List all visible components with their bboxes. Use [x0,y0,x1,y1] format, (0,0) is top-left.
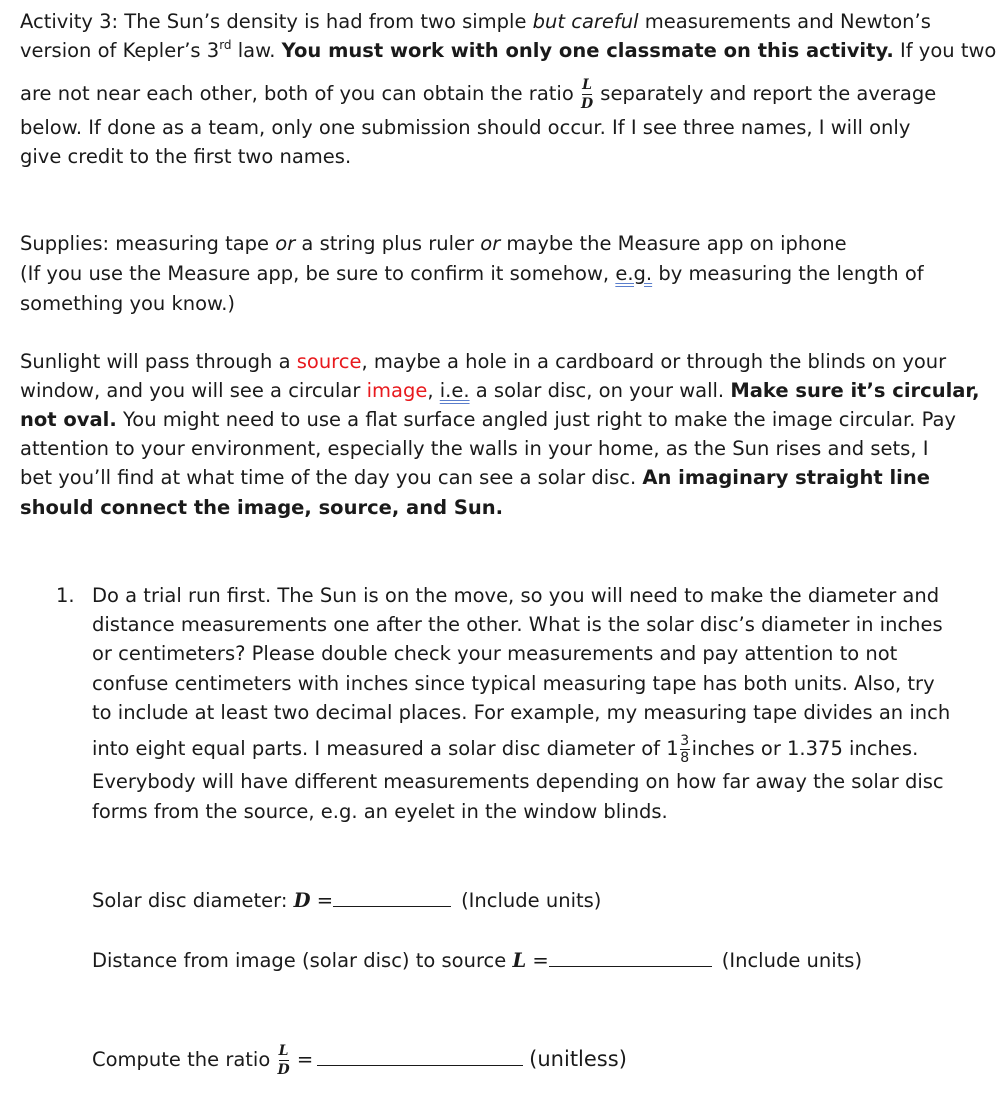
intro-line-3: are not near each other, both of you can obtain the ratio $\frac{L}{D}$ separately and report the average [20,77,937,112]
question-line-5: to include at least two decimal places. For example, my measuring tape divides an inch [92,701,951,724]
question-line-4: confuse centimeters with inches since typical measuring tape has both units. Also, try [92,672,935,695]
distance-field: Distance from image (solar disc) to source L = (Include units) [92,949,863,972]
sunlight-line-5: bet you’ll find at what time of the day you can see a solar disc. An imaginary straight line [20,466,930,489]
sunlight-line-1: Sunlight will pass through a source, maybe a hole in a cardboard or through the blinds on your [20,350,947,373]
diameter-blank[interactable] [333,888,451,907]
intro-line-5: give credit to the first two names. [20,145,352,168]
question-number: 1. [56,584,75,607]
ratio-field: Compute the ratio $\frac{L}{D}$ = (unitless) [92,1043,627,1078]
question-line-8: forms from the source, e.g. an eyelet in the window blinds. [92,800,668,823]
sunlight-line-4: attention to your environment, especially the walls in your home, as the Sun rises and sets, I [20,437,929,460]
supplies-line-1: Supplies: measuring tape or a string plus ruler or maybe the Measure app on iphone [20,232,847,255]
question-line-7: Everybody will have different measurements depending on how far away the solar disc [92,770,944,793]
intro-line-1: Activity 3: The Sun’s density is had from two simple but careful measurements and Newton’s [20,10,931,33]
mixed-fraction: $\frac{3}{8}$ [680,733,690,766]
sunlight-line-2: window, and you will see a circular image, i.e. a solar disc, on your wall. Make sure it’s circular, [20,379,980,402]
ratio-blank[interactable] [317,1047,523,1066]
diameter-field: Solar disc diameter: D = (Include units) [92,889,602,912]
distance-blank[interactable] [549,948,712,967]
ratio-fraction-2: $\frac{L}{D}$ [277,1043,290,1078]
sunlight-line-6: should connect the image, source, and Sun. [20,496,504,519]
question-line-3: or centimeters? Please double check your measurements and pay attention to not [92,642,898,665]
intro-line-2: version of Kepler’s 3rd law. You must work with only one classmate on this activity. If you two [20,38,996,62]
supplies-line-2: (If you use the Measure app, be sure to confirm it somehow, e.g. by measuring the length of [20,262,924,285]
question-line-2: distance measurements one after the other. What is the solar disc’s diameter in inches [92,613,943,636]
ratio-fraction: $\frac{L}{D}$ [580,77,594,112]
supplies-line-3: something you know.) [20,292,236,315]
intro-line-4: below. If done as a team, only one submission should occur. If I see three names, I will only [20,116,911,139]
question-line-6: into eight equal parts. I measured a solar disc diameter of 1 $\frac{3}{8}$ inches or 1.375 inches. [92,733,919,766]
question-line-1: Do a trial run first. The Sun is on the move, so you will need to make the diameter and [92,584,940,607]
sunlight-line-3: not oval. You might need to use a flat surface angled just right to make the image circular. Pay [20,408,956,431]
